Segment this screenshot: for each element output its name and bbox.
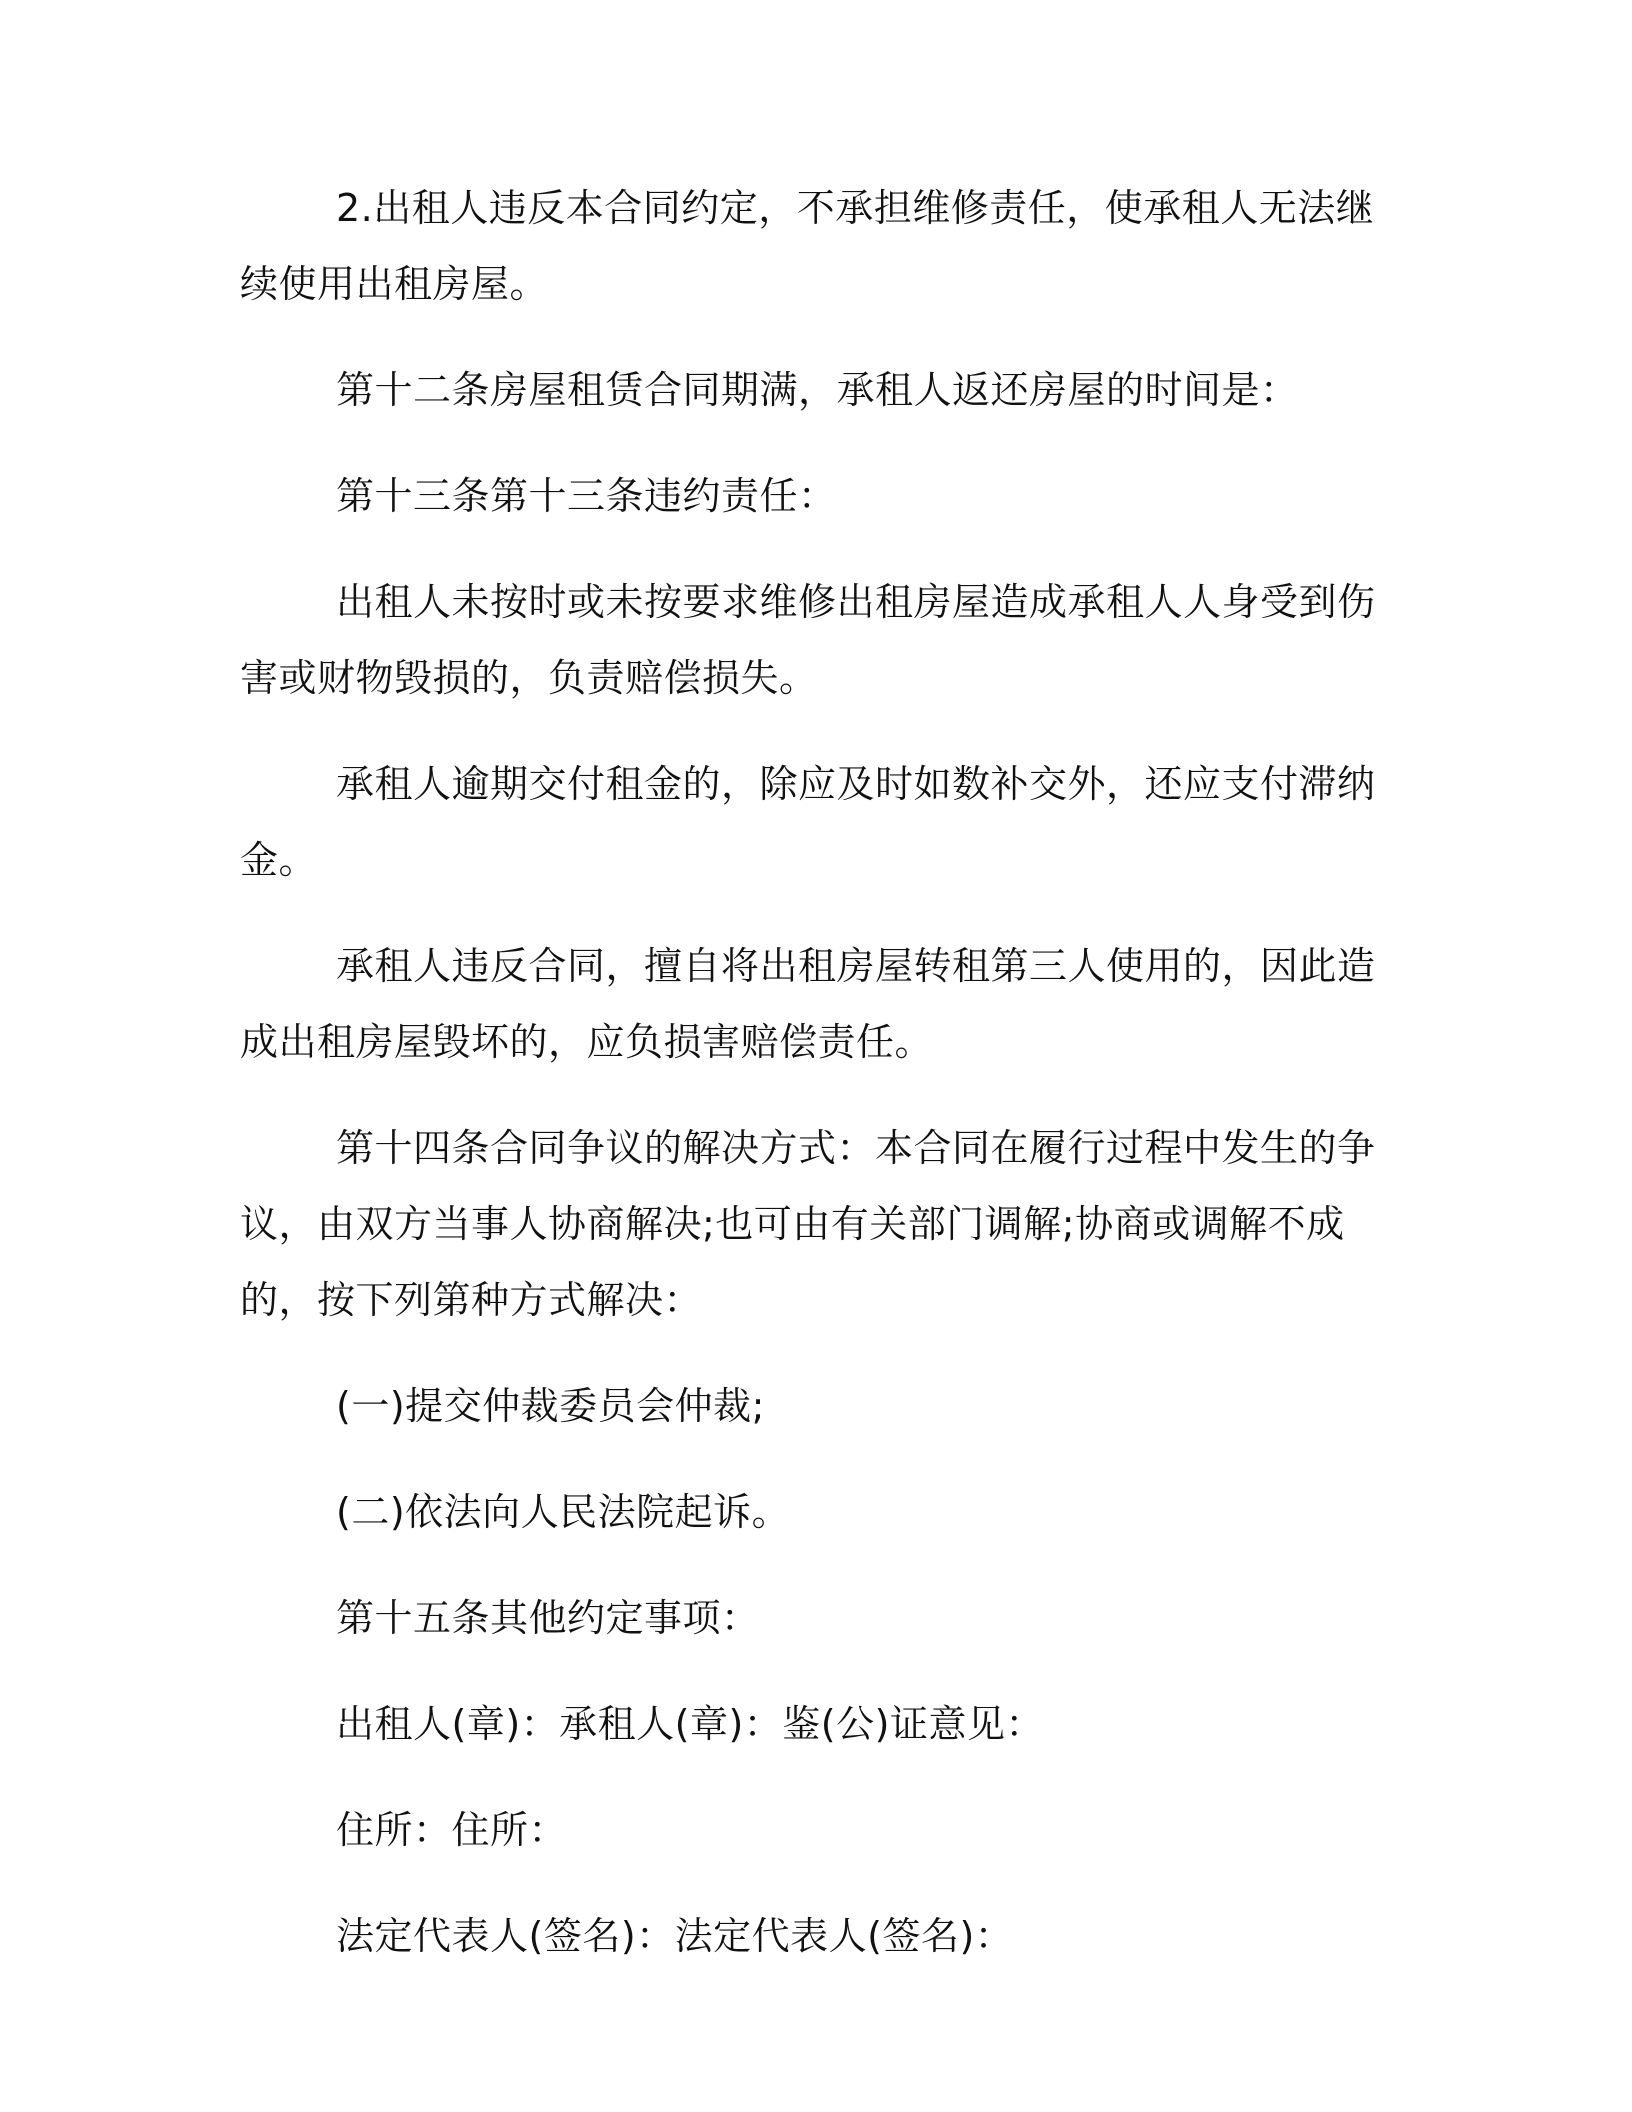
paragraph-lessor-liability: 出租人未按时或未按要求维修出租房屋造成承租人人身受到伤害或财物毁损的，负责赔偿损失。 [240, 580, 1376, 700]
paragraph-clause-14: 第十四条合同争议的解决方式：本合同在履行过程中发生的争议，由双方当事人协商解决;也可由有关部门调解;协商或调解不成的，按下列第种方式解决： [240, 1126, 1376, 1322]
paragraph-late-rent: 承租人逾期交付租金的，除应及时如数补交外，还应支付滞纳金。 [240, 762, 1376, 882]
paragraph-clause-11-item-2: 2.出租人违反本合同约定，不承担维修责任，使承租人无法继续使用出租房屋。 [240, 186, 1375, 306]
paragraph-sublet-liability: 承租人违反合同，擅自将出租房屋转租第三人使用的，因此造成出租房屋毁坏的，应负损害赔偿责任。 [240, 944, 1376, 1064]
paragraph-addresses: 住所：住所： [336, 1808, 568, 1852]
document-page [240, 170, 1380, 1974]
paragraph-clause-12: 第十二条房屋租赁合同期满，承租人返还房屋的时间是： [336, 368, 1299, 412]
paragraph-legal-representatives: 法定代表人(签名)：法定代表人(签名)： [336, 1914, 1014, 1958]
paragraph-signature-seals: 出租人(章)：承租人(章)：鉴(公)证意见： [336, 1702, 1044, 1746]
paragraph-clause-15: 第十五条其他约定事项： [336, 1596, 760, 1640]
paragraph-option-court: (二)依法向人民法院起诉。 [336, 1490, 791, 1534]
paragraph-option-arbitration: (一)提交仲裁委员会仲裁; [336, 1384, 765, 1428]
paragraph-clause-13-title: 第十三条第十三条违约责任： [336, 474, 837, 518]
